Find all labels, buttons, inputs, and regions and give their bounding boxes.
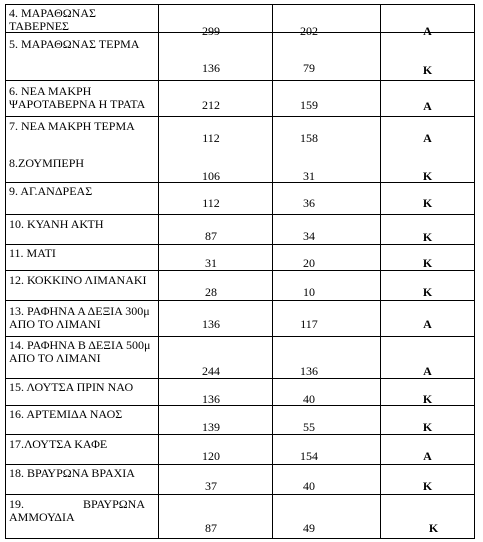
category-cell — [381, 117, 475, 183]
value2: 159 — [300, 98, 318, 112]
value1-cell — [159, 33, 273, 81]
value2-cell — [273, 117, 381, 183]
value1-cell — [159, 183, 273, 215]
value1-cell — [159, 337, 273, 379]
category: A — [423, 99, 432, 113]
location-cell — [6, 406, 159, 435]
category-cell — [381, 81, 475, 117]
value1-cell — [159, 271, 273, 301]
table-row — [6, 435, 475, 465]
value1: 31 — [205, 256, 217, 270]
location-cell — [6, 183, 159, 215]
value1-cell — [159, 81, 273, 117]
table-row — [6, 117, 475, 183]
category: A — [423, 131, 432, 145]
value1: 87 — [205, 229, 217, 243]
table-row — [6, 215, 475, 245]
value1-cell — [159, 495, 273, 539]
table-row — [6, 379, 475, 406]
category-cell — [381, 495, 475, 539]
category-cell — [381, 183, 475, 215]
location-cell — [6, 33, 159, 81]
value1-cell — [159, 435, 273, 465]
table-row — [6, 183, 475, 215]
location-cell — [6, 81, 159, 117]
value1: 136 — [202, 317, 220, 331]
value2: 36 — [303, 196, 315, 210]
value2-cell — [273, 5, 381, 38]
location-name: 5. ΜΑΡΑΘΩΝΑΣ ΤΕΡΜΑ — [9, 37, 140, 51]
value2: 40 — [303, 392, 315, 406]
location-name: 8.ΖΟΥΜΠΕΡΗ — [9, 156, 85, 170]
location-cell — [6, 245, 159, 271]
category-cell — [381, 5, 475, 38]
category: K — [422, 63, 433, 77]
category: A — [423, 364, 432, 378]
location-cell — [6, 495, 159, 539]
value1: 120 — [202, 449, 220, 463]
category-cell — [381, 301, 475, 337]
value1: 212 — [202, 98, 220, 112]
value1-cell — [159, 245, 273, 271]
value2-cell — [273, 495, 381, 539]
value2: 20 — [303, 256, 315, 270]
value2: 136 — [300, 364, 318, 378]
category: K — [428, 521, 439, 535]
value1: 139 — [202, 420, 220, 434]
category-cell — [381, 465, 475, 495]
value2-cell — [273, 215, 381, 245]
location-cell — [6, 215, 159, 245]
table-row — [6, 33, 475, 81]
table-row — [6, 271, 475, 301]
value2: 117 — [300, 317, 318, 331]
location-cell — [6, 5, 159, 33]
category: K — [422, 256, 433, 270]
location-name: 9. ΑΓ.ΑΝΔΡΕΑΣ — [9, 184, 93, 198]
table-row — [6, 406, 475, 435]
value1-cell — [159, 379, 273, 406]
value2-cell — [273, 271, 381, 301]
value1: 244 — [202, 364, 220, 378]
value1: 112 — [202, 196, 220, 210]
value2-cell — [273, 406, 381, 435]
location-cell — [6, 337, 159, 379]
table-row — [6, 5, 475, 33]
value2: 158 — [300, 131, 318, 145]
category: K — [422, 392, 433, 406]
location-name: 16. ΑΡΤΕΜΙΔΑ ΝΑΟΣ — [9, 407, 123, 421]
category-cell — [381, 245, 475, 271]
category: K — [422, 479, 433, 493]
category: A — [423, 24, 432, 38]
value1-cell — [159, 5, 273, 38]
location-cell — [6, 271, 159, 301]
table-row — [6, 465, 475, 495]
value2-cell — [273, 301, 381, 337]
category-cell — [381, 435, 475, 465]
category: K — [422, 420, 433, 434]
value2-cell — [273, 245, 381, 271]
value1: 37 — [205, 479, 217, 493]
table-row — [6, 245, 475, 271]
location-name: 11. ΜΑΤΙ — [9, 246, 56, 260]
table-row — [6, 495, 475, 539]
value2-cell — [273, 183, 381, 215]
category-cell — [381, 271, 475, 301]
value2-cell — [273, 81, 381, 117]
value1: 106 — [202, 169, 220, 183]
location-name: 15. ΛΟΥΤΣΑ ΠΡΙΝ ΝΑΟ — [9, 380, 134, 394]
category-cell — [381, 33, 475, 81]
table-row — [6, 301, 475, 337]
category-cell — [381, 379, 475, 406]
location-name: 6. ΝΕΑ ΜΑΚΡΗ ΨΑΡΟΤΑΒΕΡΝΑ Η ΤΡΑΤΑ — [9, 84, 146, 111]
value1: 136 — [202, 392, 220, 406]
location-cell — [6, 465, 159, 495]
location-cell — [6, 435, 159, 465]
value2: 31 — [303, 169, 315, 183]
category-cell — [381, 215, 475, 245]
value2-cell — [273, 465, 381, 495]
value1: 136 — [202, 61, 220, 75]
value2-cell — [273, 435, 381, 465]
location-name: 13. ΡΑΦΗΝΑ Α ΔΕΞΙΑ 300μ ΑΠΟ ΤΟ ΛΙΜΑΝΙ — [9, 304, 150, 331]
value1-cell — [159, 117, 273, 183]
table-row — [6, 81, 475, 117]
location-name: 19. ΒΡΑΥΡΩΝΑ ΑΜΜΟΥΔΙΑ — [9, 497, 145, 524]
location-cell — [6, 301, 159, 337]
location-name: 12. ΚΟΚΚΙΝΟ ΛΙΜΑΝΑΚΙ — [9, 273, 147, 287]
table-row — [6, 337, 475, 379]
value2: 154 — [300, 449, 318, 463]
location-name: 10. ΚΥΑΝΗ ΑΚΤΗ — [9, 217, 104, 231]
value2: 10 — [303, 285, 315, 299]
value2: 202 — [300, 24, 318, 38]
value1: 28 — [205, 285, 217, 299]
category: K — [422, 196, 433, 210]
value1-cell — [159, 301, 273, 337]
value2: 49 — [303, 521, 315, 535]
category: K — [422, 230, 433, 244]
category: A — [423, 317, 432, 331]
location-name: 18. ΒΡΑΥΡΩΝΑ ΒΡΑΧΙΑ — [9, 466, 135, 480]
value1: 299 — [202, 24, 220, 38]
value2: 55 — [303, 420, 315, 434]
value1-cell — [159, 215, 273, 245]
value1: 112 — [202, 131, 220, 145]
category: K — [422, 169, 433, 183]
value2: 40 — [303, 479, 315, 493]
category-cell — [381, 406, 475, 435]
location-name: 7. ΝΕΑ ΜΑΚΡΗ ΤΕΡΜΑ — [9, 119, 135, 133]
value1: 87 — [205, 521, 217, 535]
value1-cell — [159, 406, 273, 435]
location-name: 14. ΡΑΦΗΝΑ Β ΔΕΞΙΑ 500μ ΑΠΟ ΤΟ ΛΙΜΑΝΙ — [9, 338, 151, 365]
location-name: 4. ΜΑΡΑΘΩΝΑΣ ΤΑΒΕΡΝΕΣ — [9, 6, 96, 33]
value2-cell — [273, 33, 381, 81]
category: K — [422, 285, 433, 299]
category: A — [423, 449, 432, 463]
measurements-table — [5, 4, 475, 539]
value2: 79 — [303, 61, 315, 75]
value2-cell — [273, 337, 381, 379]
value2: 34 — [303, 229, 315, 243]
location-cell — [6, 379, 159, 406]
location-cell — [6, 117, 159, 183]
location-name: 17.ΛΟΥΤΣΑ ΚΑΦΕ — [9, 437, 108, 451]
value2-cell — [273, 379, 381, 406]
value1-cell — [159, 465, 273, 495]
category-cell — [381, 337, 475, 379]
